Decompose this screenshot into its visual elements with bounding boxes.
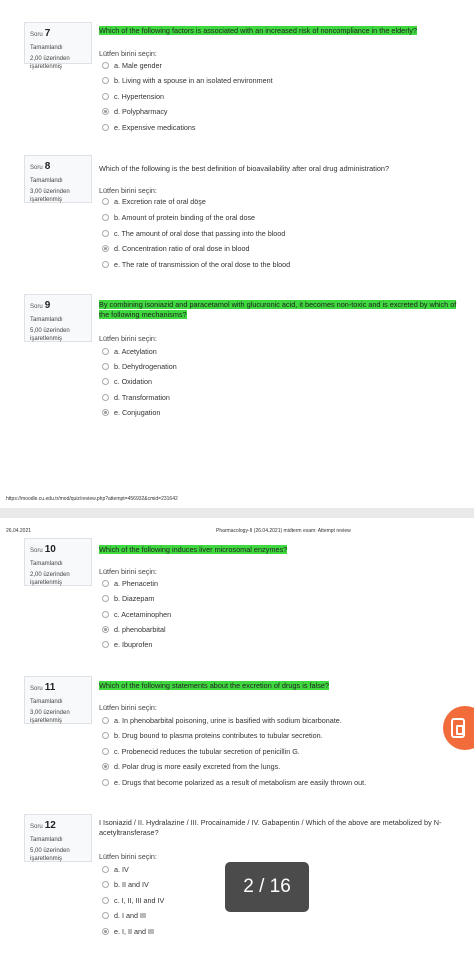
question-mark: 5,00 üzerinden işaretlenmiş — [30, 847, 70, 862]
question-mark: 2,00 üzerinden işaretlenmiş — [30, 55, 70, 70]
answer-prompt: Lütfen birini seçin: — [99, 186, 157, 195]
answer-option[interactable]: c. Oxidation — [102, 377, 152, 386]
answer-option-selected[interactable]: d. phenobarbital — [102, 625, 166, 634]
answer-prompt: Lütfen birini seçin: — [99, 567, 157, 576]
question-text — [99, 681, 468, 691]
answer-option[interactable]: a. Excretion rate of oral döşe — [102, 197, 206, 206]
answer-option[interactable]: b. Dehydrogenation — [102, 362, 177, 371]
answer-option[interactable]: c. Acetaminophen — [102, 610, 171, 619]
question-info — [24, 22, 92, 70]
answer-option[interactable]: b. Diazepam — [102, 594, 154, 603]
question-number: 8 — [44, 161, 51, 172]
answer-option[interactable]: e. Ibuprofen — [102, 640, 152, 649]
answer-option[interactable]: e. Drugs that become polarized as a result of metabolism are easily thrown out. — [102, 778, 366, 787]
document-icon — [451, 718, 465, 738]
question-info — [24, 155, 92, 203]
answer-option[interactable]: a. Acetylation — [102, 347, 157, 356]
question-text-highlight: Which of the following factors is associated with an increased risk of noncompliance in the elderly? — [99, 26, 417, 35]
question-state: Tamamlandı — [30, 44, 63, 51]
radio-button[interactable] — [102, 641, 109, 648]
question-text: Which of the following is the best definition of bioavailability after oral drug administration? — [99, 164, 390, 173]
answer-option[interactable]: b. Amount of protein binding of the oral dose — [102, 213, 255, 222]
question-prefix: Soru — [30, 304, 43, 310]
radio-button-selected[interactable] — [102, 108, 109, 115]
radio-button-selected[interactable] — [102, 763, 109, 770]
answer-option[interactable]: a. Male gender — [102, 61, 162, 70]
question-number: 9 — [44, 300, 51, 311]
page-separator — [0, 508, 474, 518]
answer-option[interactable]: d. I and III — [102, 911, 146, 920]
question-info — [24, 676, 92, 724]
radio-button[interactable] — [102, 866, 109, 873]
radio-button[interactable] — [102, 261, 109, 268]
print-date: 26.04.2021 — [6, 528, 32, 534]
answer-option-selected[interactable]: e. Conjugation — [102, 408, 160, 417]
question-mark: 5,00 üzerinden işaretlenmiş — [30, 327, 70, 342]
radio-button[interactable] — [102, 881, 109, 888]
radio-button[interactable] — [102, 611, 109, 618]
question-text: I Isoniazid / II. Hydralazine / III. Procainamide / IV. Gabapentin / Which of the above are metabolized by N-acetyltransferase? — [99, 818, 442, 837]
radio-button[interactable] — [102, 748, 109, 755]
radio-button[interactable] — [102, 897, 109, 904]
question-mark: 2,00 üzerinden işaretlenmiş — [30, 571, 70, 586]
question-prefix: Soru — [30, 32, 43, 38]
question-number: 12 — [44, 820, 56, 831]
radio-button[interactable] — [102, 394, 109, 401]
question-info — [24, 814, 92, 862]
question-prefix: Soru — [30, 686, 43, 692]
answer-option[interactable]: c. Probenecid reduces the tubular secretion of penicillin G. — [102, 747, 300, 756]
radio-button[interactable] — [102, 62, 109, 69]
question-text-highlight: By combining isoniazid and paracetamol with glucuronic acid, it becomes non-toxic and is excreted by which of the following mechanisms? — [99, 300, 457, 319]
answer-option-selected[interactable]: d. Concentration ratio of oral dose in blood — [102, 244, 249, 253]
radio-button[interactable] — [102, 198, 109, 205]
answer-option[interactable]: c. I, II, III and IV — [102, 896, 164, 905]
answer-option[interactable]: a. In phenobarbital poisoning, urine is basified with sodium bicarbonate. — [102, 716, 342, 725]
page-indicator: 2 / 16 — [225, 862, 309, 912]
question-state: Tamamlandı — [30, 836, 63, 843]
answer-option[interactable]: c. Hypertension — [102, 92, 164, 101]
radio-button[interactable] — [102, 580, 109, 587]
answer-option-selected[interactable]: e. I, II and III — [102, 927, 154, 936]
radio-button[interactable] — [102, 93, 109, 100]
question-prefix: Soru — [30, 824, 43, 830]
radio-button[interactable] — [102, 595, 109, 602]
question-mark: 3,00 üzerinden işaretlenmiş — [30, 188, 70, 203]
radio-button-selected[interactable] — [102, 928, 109, 935]
answer-option[interactable]: e. The rate of transmission of the oral dose to the blood — [102, 260, 290, 269]
answer-option[interactable]: a. IV — [102, 865, 129, 874]
answer-prompt: Lütfen birini seçin: — [99, 703, 157, 712]
question-text-highlight: Which of the following statements about the excretion of drugs is false? — [99, 681, 329, 690]
question-text — [99, 26, 468, 36]
answer-option[interactable]: e. Expensive medications — [102, 123, 196, 132]
radio-button[interactable] — [102, 717, 109, 724]
question-prefix: Soru — [30, 548, 43, 554]
answer-option[interactable]: c. The amount of oral dose that passing into the blood — [102, 229, 285, 238]
radio-button[interactable] — [102, 124, 109, 131]
question-text — [99, 300, 468, 320]
answer-prompt: Lütfen birini seçin: — [99, 49, 157, 58]
answer-option[interactable]: b. Living with a spouse in an isolated environment — [102, 76, 273, 85]
answer-option[interactable]: b. II and IV — [102, 880, 149, 889]
question-info — [24, 294, 92, 342]
radio-button-selected[interactable] — [102, 409, 109, 416]
radio-button-selected[interactable] — [102, 245, 109, 252]
radio-button-selected[interactable] — [102, 626, 109, 633]
answer-option[interactable]: d. Transformation — [102, 393, 170, 402]
question-state: Tamamlandı — [30, 698, 63, 705]
radio-button[interactable] — [102, 77, 109, 84]
answer-prompt: Lütfen birini seçin: — [99, 852, 157, 861]
radio-button[interactable] — [102, 912, 109, 919]
question-number: 10 — [44, 544, 56, 555]
radio-button[interactable] — [102, 779, 109, 786]
question-state: Tamamlandı — [30, 316, 63, 323]
radio-button[interactable] — [102, 732, 109, 739]
answer-option[interactable]: a. Phenacetin — [102, 579, 158, 588]
answer-option[interactable]: b. Drug bound to plasma proteins contributes to tubular secretion. — [102, 731, 323, 740]
question-number: 7 — [44, 28, 51, 39]
answer-option-selected[interactable]: d. Polar drug is more easily excreted from the lungs. — [102, 762, 280, 771]
question-text — [99, 545, 468, 555]
radio-button[interactable] — [102, 363, 109, 370]
footer-url: https://moodle.cu.edu.tr/mod/quiz/review.php?attempt=456932&cmid=231642 — [6, 496, 178, 502]
question-info — [24, 538, 92, 586]
question-state: Tamamlandı — [30, 560, 63, 567]
question-prefix: Soru — [30, 165, 43, 171]
print-page-title: Pharmacology-II (26.04.2021) midterm exam: Attempt review — [216, 528, 351, 534]
radio-button[interactable] — [102, 214, 109, 221]
question-number: 11 — [44, 682, 56, 693]
radio-button[interactable] — [102, 378, 109, 385]
question-mark: 3,00 üzerinden işaretlenmiş — [30, 709, 70, 724]
answer-option-selected[interactable]: d. Polypharmacy — [102, 107, 168, 116]
radio-button[interactable] — [102, 348, 109, 355]
question-text-highlight: Which of the following induces liver microsomal enzymes? — [99, 545, 288, 554]
answer-prompt: Lütfen birini seçin: — [99, 334, 157, 343]
radio-button[interactable] — [102, 230, 109, 237]
question-state: Tamamlandı — [30, 177, 63, 184]
